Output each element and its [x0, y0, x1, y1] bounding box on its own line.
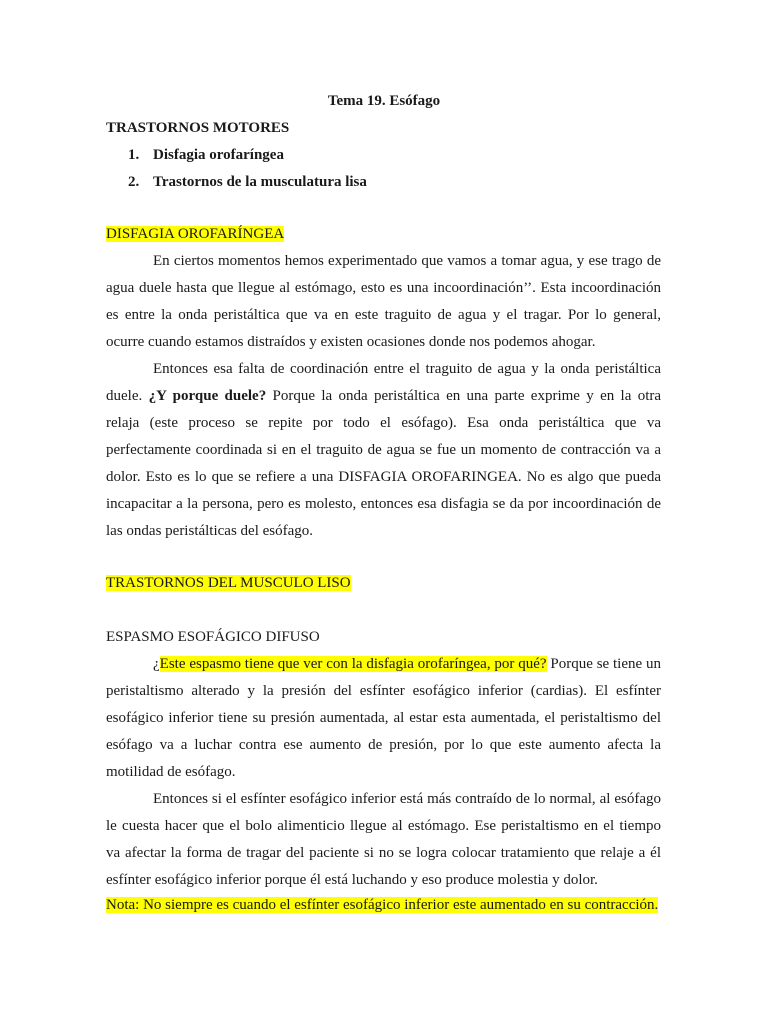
paragraph-line: esófago va a luchar contra ese aumento de presión, por lo que este aumento afecta la — [106, 737, 661, 753]
paragraph-line: las ondas peristálticas del esófago. — [106, 523, 314, 539]
list-item — [106, 146, 661, 164]
list-number: 1. — [128, 147, 140, 163]
paragraph-line — [106, 655, 661, 673]
paragraph-line: esofágico inferior tiene su presión aumentada, al estar esta aumentada, el peristaltismo del — [106, 710, 661, 726]
list-item-text: Disfagia orofaríngea — [153, 147, 284, 163]
text-run: duele. — [106, 388, 149, 404]
paragraph-line: En ciertos momentos hemos experimentado que vamos a tomar agua, y ese trago de — [153, 253, 661, 269]
paragraph-line: va afectar la forma de tragar del paciente si no se logra colocar tratamiento que relaje a él — [106, 845, 661, 861]
heading-trastornos-motores: TRASTORNOS MOTORES — [106, 120, 290, 136]
highlighted-note: Nota: No siempre es cuando el esfínter esofágico inferior este aumentado en su contracción. — [106, 897, 659, 913]
list-item-text: Trastornos de la musculatura lisa — [153, 174, 367, 190]
section-heading-musculo-liso — [106, 574, 661, 592]
text-run: ¿ — [153, 656, 160, 672]
paragraph-line: esfínter esofágico inferior porque él está luchando y eso produce molestia y dolor. — [106, 872, 598, 888]
paragraph-line: le cuesta hacer que el bolo alimenticio llegue al estómago. Ese peristaltismo en el tiempo — [106, 818, 661, 834]
paragraph-line: Entonces si el esfínter esofágico inferior está más contraído de lo normal, al esófago — [153, 791, 661, 807]
list-item — [106, 173, 661, 191]
page-title: Tema 19. Esófago — [327, 93, 441, 109]
highlighted-heading: DISFAGIA OROFARÍNGEA — [106, 226, 285, 242]
paragraph-line: relaja (este proceso se repite por todo el esófago). Esa onda peristáltica que va — [106, 415, 661, 431]
text-run: Porque la onda peristáltica en una parte exprime y en la otra — [266, 388, 662, 404]
text-run: Porque se tiene un — [546, 656, 661, 672]
highlighted-question: Este espasmo tiene que ver con la disfagia orofaríngea, por qué? — [159, 656, 547, 672]
paragraph-line: motilidad de esófago. — [106, 764, 236, 780]
section-heading-disfagia — [106, 225, 661, 243]
note-line — [106, 896, 661, 914]
subheading-espasmo: ESPASMO ESOFÁGICO DIFUSO — [106, 629, 320, 645]
paragraph-line: peristaltismo alterado y la presión del esfínter esofágico inferior (cardias). El esfínter — [106, 683, 661, 699]
highlighted-heading: TRASTORNOS DEL MUSCULO LISO — [106, 575, 351, 591]
paragraph-line: agua duele hasta que llegue al estómago, esto es una incoordinación’’. Esta incoordinación — [106, 280, 661, 296]
paragraph-line: ocurre cuando estamos distraídos y existen ocasiones donde nos podemos ahogar. — [106, 334, 596, 350]
paragraph-line: es entre la onda peristáltica que va en este traguito de agua y el tragar. Por lo general, — [106, 307, 661, 323]
paragraph-line: perfectamente coordinada si en el traguito de agua se fue un momento de contracción va a — [106, 442, 661, 458]
bold-question: ¿Y porque duele? — [148, 388, 267, 404]
paragraph-line: dolor. Esto es lo que se refiere a una DISFAGIA OROFARINGEA. No es algo que pueda — [106, 469, 661, 485]
paragraph-line: incapacitar a la persona, pero es molesto, entonces esa disfagia se da por incoordinación de — [106, 496, 661, 512]
paragraph-line — [106, 387, 661, 405]
list-number: 2. — [128, 174, 140, 190]
paragraph-line: Entonces esa falta de coordinación entre el traguito de agua y la onda peristáltica — [153, 361, 661, 377]
